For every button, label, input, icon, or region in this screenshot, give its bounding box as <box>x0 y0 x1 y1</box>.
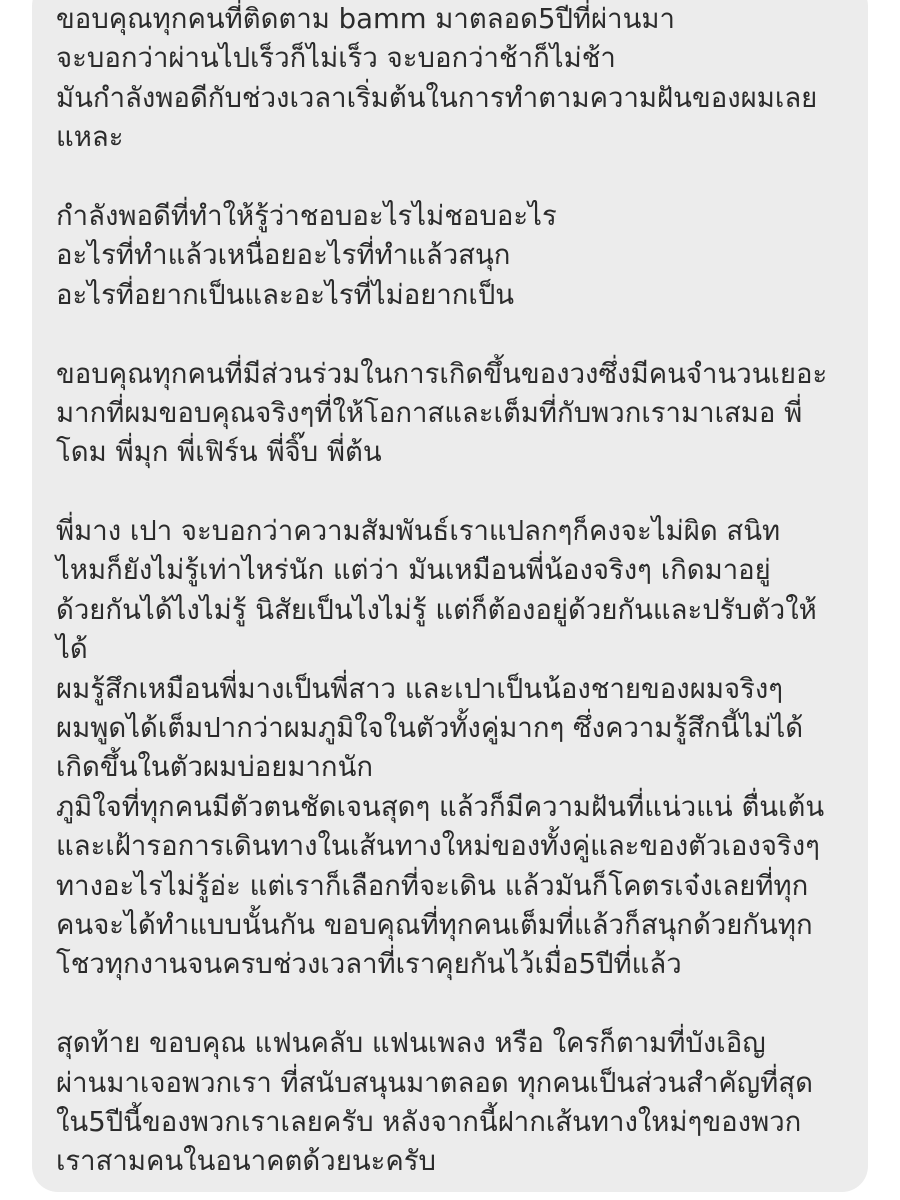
message-line: กำลังพอดีที่ทำให้รู้ว่าชอบอะไรไม่ชอบอะไร <box>56 199 557 232</box>
message-line: ผมพูดได้เต็มปากว่าผมภูมิใจในตัวทั้งคู่มากๆ ซึ่งความรู้สึกนี้ไม่ได้ <box>56 712 804 745</box>
message-line: มากที่ผมขอบคุณจริงๆที่ให้โอกาสและเต็มที่กับพวกเรามาเสมอ พี่ <box>56 396 803 429</box>
paragraph-break <box>56 158 876 197</box>
message-line: สุดท้าย ขอบคุณ แฟนคลับ แฟนเพลง หรือ ใครก็ตามที่บังเอิญ <box>56 1027 766 1060</box>
message-line: ขอบคุณทุกคนที่มีส่วนร่วมในการเกิดขึ้นของวงซึ่งมีคนจำนวนเยอะ <box>56 357 828 390</box>
message-line: เกิดขึ้นในตัวผมบ่อยมากนัก <box>56 751 374 784</box>
message-line: คนจะได้ทำแบบนั้นกัน ขอบคุณที่ทุกคนเต็มที่แล้วก็สนุกด้วยกันทุก <box>56 908 813 941</box>
message-line: ได้ <box>56 633 88 666</box>
message-line: โชวทุกงานจนครบช่วงเวลาที่เราคุยกันไว้เมื่อ5ปีที่แล้ว <box>56 948 682 981</box>
paragraph-break <box>56 985 876 1024</box>
message-line: ด้วยกันได้ไงไม่รู้ นิสัยเป็นไงไม่รู้ แต่ก็ต้องอยู่ด้วยกันและปรับตัวให้ <box>56 593 817 626</box>
message-line: ผ่านมาเจอพวกเรา ที่สนับสนุนมาตลอด ทุกคนเป็นส่วนสำคัญที่สุด <box>56 1066 813 1099</box>
message-line: ขอบคุณทุกคนที่ติดตาม bamm มาตลอด5ปีที่ผ่านมา <box>56 3 675 35</box>
message-line: พี่มาง เปา จะบอกว่าความสัมพันธ์เราแปลกๆก็คงจะไม่ผิด สนิท <box>56 515 781 548</box>
paragraph-break <box>56 315 876 354</box>
message-line: มันกำลังพอดีกับช่วงเวลาเริ่มต้นในการทำตามความฝันของผมเลย <box>56 81 818 114</box>
message-line: และเฝ้ารอการเดินทางในเส้นทางใหม่ของทั้งคู่และของตัวเองจริงๆ <box>56 830 820 863</box>
message-line: จะบอกว่าผ่านไปเร็วก็ไม่เร็ว จะบอกว่าช้าก็ไม่ช้า <box>56 42 616 75</box>
message-line: ภูมิใจที่ทุกคนมีตัวตนชัดเจนสุดๆ แล้วก็มีความฝันที่แน่วแน่ ตื่นเต้น <box>56 790 825 823</box>
message-line: โดม พี่มุก พี่เฟิร์น พี่จิ๊บ พี่ต้น <box>56 436 382 469</box>
message-line: แหละ <box>56 121 124 154</box>
message-line: อะไรที่อยากเป็นและอะไรที่ไม่อยากเป็น <box>56 278 515 311</box>
message-line: เราสามคนในอนาคตด้วยนะครับ <box>56 1145 437 1178</box>
message-line: ผมรู้สึกเหมือนพี่มางเป็นพี่สาว และเปาเป็นน้องชายของผมจริงๆ <box>56 672 784 705</box>
paragraph-break <box>56 473 876 512</box>
message-text <box>56 0 876 1182</box>
message-line: อะไรที่ทำแล้วเหนื่อยอะไรที่ทำแล้วสนุก <box>56 239 511 272</box>
message-line: ใน5ปีนี้ของพวกเราเลยครับ หลังจากนี้ฝากเส้นทางใหม่ๆของพวก <box>56 1105 802 1138</box>
message-line: ทางอะไรไม่รู้อ่ะ แต่เราก็เลือกที่จะเดิน แล้วมันก็โคตรเจ๋งเลยที่ทุก <box>56 869 809 902</box>
message-line: ไหมก็ยังไม่รู้เท่าไหร่นัก แต่ว่า มันเหมือนพี่น้องจริงๆ เกิดมาอยู่ <box>56 554 771 587</box>
